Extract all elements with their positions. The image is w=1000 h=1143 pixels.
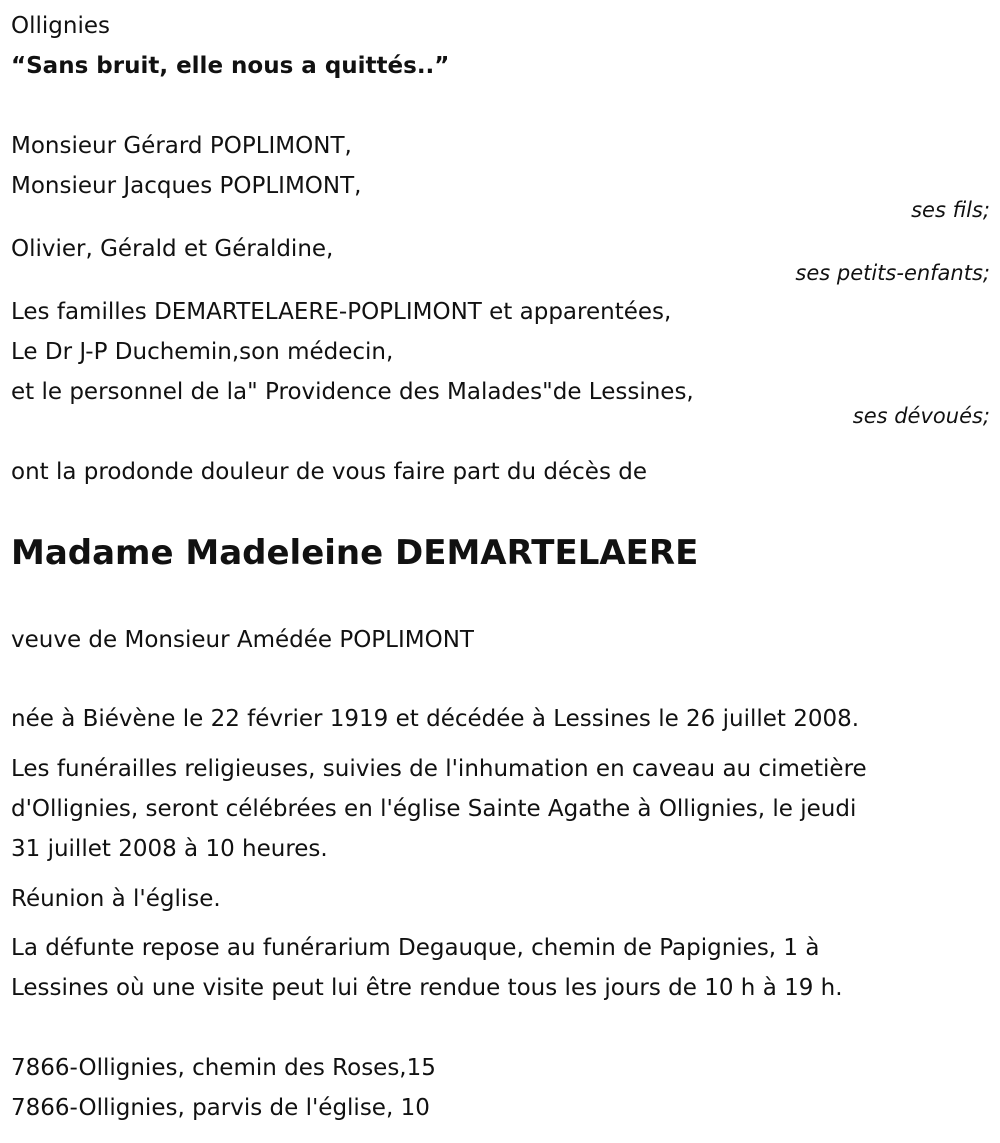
repose-line: La défunte repose au funérarium Degauque, chemin de Papignies, 1 à	[11, 935, 820, 961]
sons-label: ses fils;	[911, 198, 990, 222]
devoted-label: ses dévoués;	[852, 404, 990, 428]
funeral-line: d'Ollignies, seront célébrées en l'église Sainte Agathe à Ollignies, le jeudi	[11, 796, 857, 822]
staff-line: et le personnel de la" Providence des Malades"de Lessines,	[11, 379, 694, 405]
grandchildren-label: ses petits-enfants;	[795, 261, 990, 285]
birth-death-line: née à Biévène le 22 février 1919 et décédée à Lessines le 26 juillet 2008.	[11, 706, 860, 732]
funeral-line: 31 juillet 2008 à 10 heures.	[11, 836, 328, 862]
widow-of-line: veuve de Monsieur Amédée POPLIMONT	[11, 627, 474, 653]
repose-line: Lessines où une visite peut lui être rendue tous les jours de 10 h à 19 h.	[11, 975, 843, 1001]
son-name: Monsieur Gérard POPLIMONT,	[11, 133, 352, 159]
announcement-text: ont la prodonde douleur de vous faire part du décès de	[11, 459, 648, 485]
quote-heading: “Sans bruit, elle nous a quittés..”	[11, 53, 450, 79]
funeral-line: Les funérailles religieuses, suivies de l'inhumation en caveau au cimetière	[11, 756, 867, 782]
address-line: 7866-Ollignies, chemin des Roses,15	[11, 1055, 436, 1081]
grandchildren-names: Olivier, Gérald et Géraldine,	[11, 236, 334, 262]
address-line: 7866-Ollignies, parvis de l'église, 10	[11, 1095, 430, 1121]
son-name: Monsieur Jacques POPLIMONT,	[11, 173, 362, 199]
families-line: Les familles DEMARTELAERE-POPLIMONT et apparentées,	[11, 299, 672, 325]
doctor-line: Le Dr J-P Duchemin,son médecin,	[11, 339, 394, 365]
meeting-line: Réunion à l'église.	[11, 886, 221, 912]
deceased-name: Madame Madeleine DEMARTELAERE	[11, 533, 699, 573]
village-heading: Ollignies	[11, 13, 110, 39]
